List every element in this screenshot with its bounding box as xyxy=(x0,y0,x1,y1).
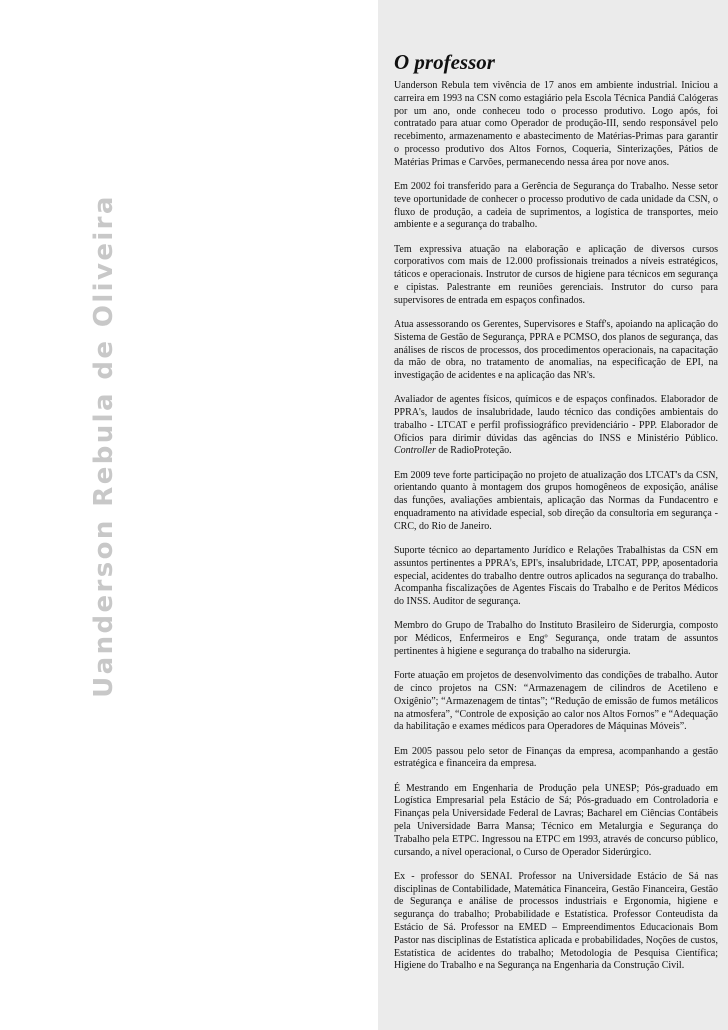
paragraph-career-start: Uanderson Rebula tem vivência de 17 anos em ambiente industrial. Iniciou a carreira em 1993 na CSN como estagiário pela Escola Técnica Pandiá Calógeras por um ano, onde conheceu todo o processo produtivo. Logo após, foi contratado para atuar como Operador de produção-III, sendo responsável pelo recebimento, armazenamento e abastecimento de Matérias-Primas para garantir o processo produtivo dos Altos Fornos, Coqueria, Sinterizações, Pátios de Matérias Primas e Carvões, permanecendo nessa área por nove anos. xyxy=(394,80,718,168)
paragraph-education: É Mestrando em Engenharia de Produção pela UNESP; Pós-graduado em Logística Empresarial pela Estácio de Sá; Pós-graduado em Controladoria e Finanças pela Universidade Federal de Lavras; Bacharel em Ciências Contábeis pela Universidade Barra Mansa; Técnico em Metalurgia e Segurança do Trabalho pela ETPC. Ingressou na ETPC em 1993, através de concurso público, cursando, a nível operacional, o Curso de Operador Siderúrgico. xyxy=(394,782,718,858)
paragraph-advisory: Atua assessorando os Gerentes, Supervisores e Staff's, apoiando na aplicação do Sistema de Gestão de Segurança, PPRA e PCMSO, dos planos de segurança, das análises de riscos de processos, dos procedimentos operacionais, na capacitação da mão de obra, no tratamento de anomalias, na especificação de EPI, na investigação de acidentes e na aplicação das NR's. xyxy=(394,318,718,382)
paragraph-evaluator-tail: de RadioProteção. xyxy=(435,445,512,457)
paragraph-ltcat-project: Em 2009 teve forte participação no projeto de atualização dos LTCAT's da CSN, orientando quanto à montagem dos grupos homogêneos de exposição, análise das funções, avaliações ambientais, aplicação das Normas da Fundacentro e enquadramento na atividade especial, sob direção da consultoria em segurança - CRC, do Rio de Janeiro. xyxy=(394,469,718,532)
author-name-vertical: Uanderson Rebula de Oliveira xyxy=(89,194,119,698)
article xyxy=(394,50,718,985)
paragraph-teaching: Ex - professor do SENAI. Professor na Universidade Estácio de Sá nas disciplinas de Contabilidade, Matemática Financeira, Gestão Financeira, Gestão de Segurança e análise de processos industriais e Ergonomia, higiene e segurança do trabalho; Probabilidade e Estatística. Professor Conteudista da Estácio de Sá. Professor na EMED – Empreendimentos Educacionais Bom Pastor nas disciplinas de Estatística aplicada e probabilidades, Noções de custos, Estatística de acidentes do trabalho; Metodologia de Pesquisa Científica; Higiene do Trabalho e na Segurança na Engenharia da Construção Civil. xyxy=(394,870,718,972)
paragraph-training: Tem expressiva atuação na elaboração e aplicação de diversos cursos corporativos com mais de 12.000 profissionais treinados a níveis estratégicos, táticos e operacionais. Instrutor de cursos de higiene para técnicos em segurança e cipistas. Palestrante em reuniões gerenciais. Instrutor do curso para supervisores de entrada em espaços confinados. xyxy=(394,243,718,306)
article-title: O professor xyxy=(394,50,495,74)
controller-term: Controller xyxy=(394,445,436,457)
paragraph-evaluator xyxy=(394,394,718,458)
paragraph-safety-transfer: Em 2002 foi transferido para a Gerência de Segurança do Trabalho. Nesse setor teve oportunidade de conhecer o processo produtivo de cada unidade da CSN, o fluxo de produção, a cadeia de suprimentos, a logística de transportes, meio ambiente e a segurança do trabalho. xyxy=(394,180,718,231)
paragraph-ibs-member: Membro do Grupo de Trabalho do Instituto Brasileiro de Siderurgia, composto por Médicos, Enfermeiros e Engº Segurança, onde tratam de assuntos pertinentes à higiene e segurança do trabalho na siderurgia. xyxy=(394,620,718,658)
paragraph-projects: Forte atuação em projetos de desenvolvimento das condições de trabalho. Autor de cinco projetos na CSN: “Armazenagem de cilindros de Acetileno e Oxigênio”; “Armazenagem de tintas”; “Redução de emissão de fumos metálicos na atmosfera”, “Controle de exposição ao calor nos Altos Fornos” e “Adequação da habilitação e exames médicos para Operadores de Máquinas Móveis”. xyxy=(394,670,718,733)
paragraph-evaluator-text: Avaliador de agentes físicos, químicos e de espaços confinados. Elaborador de PPRA's, laudos de insalubridade, laudo técnico das condições ambientais do trabalho - LTCAT e perfil profissiográfico previdenciário - PPP. Elaborador de Ofícios para dirimir dúvidas das agências do INSS e Ministério Público. xyxy=(394,394,718,444)
paragraph-legal-support: Suporte técnico ao departamento Jurídico e Relações Trabalhistas da CSN em assuntos pertinentes a PPRA's, EPI's, insalubridade, LTCAT, PPP, aposentadoria especial, acidentes do trabalho dentre outros aplicados na segurança do trabalho. Acompanha fiscalizações de Agentes Fiscais do Trabalho e de Peritos Médicos do INSS. Auditor de segurança. xyxy=(394,545,718,608)
paragraph-finance: Em 2005 passou pelo setor de Finanças da empresa, acompanhando a gestão estratégica e financeira da empresa. xyxy=(394,745,718,770)
